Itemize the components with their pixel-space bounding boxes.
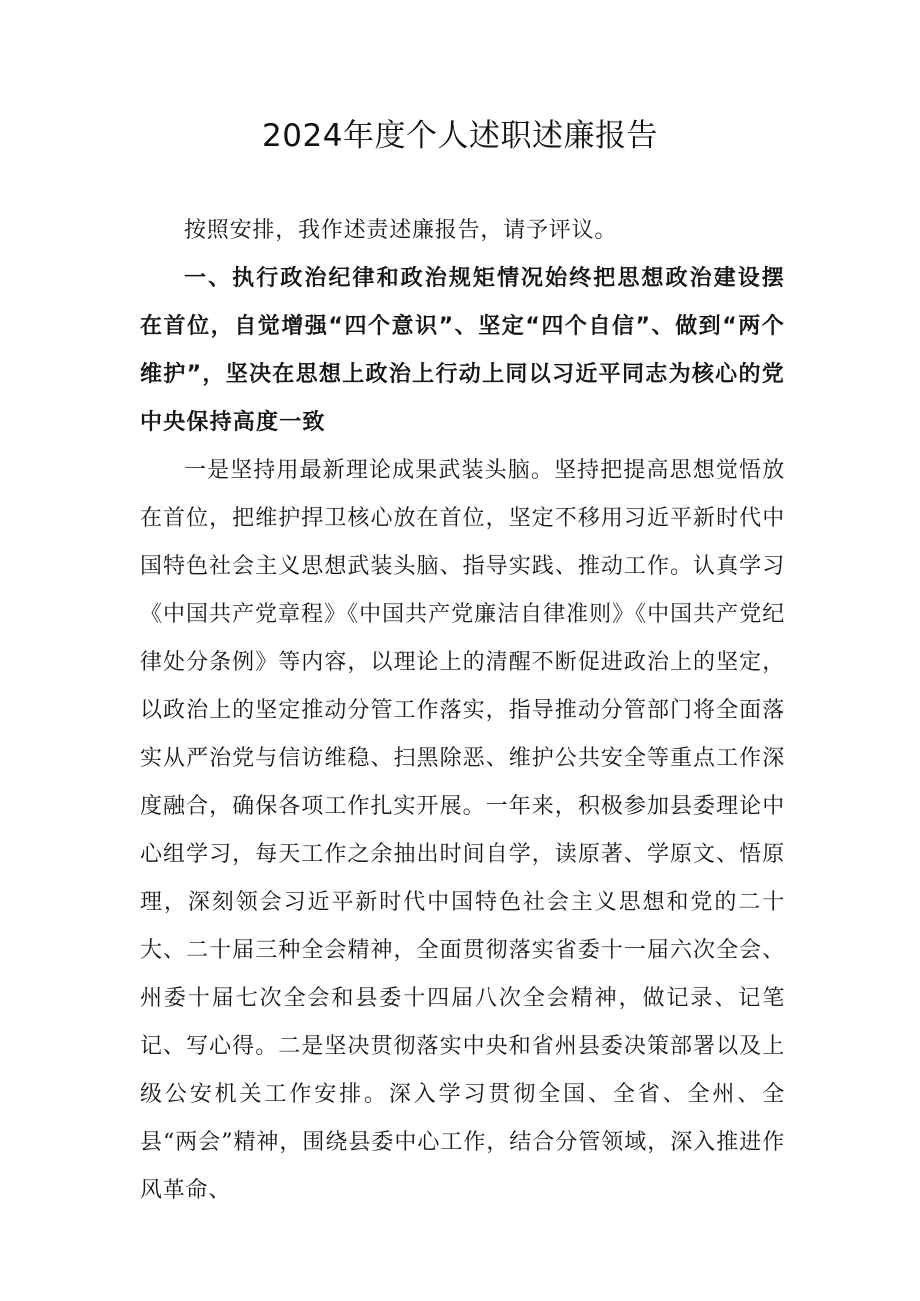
- section-heading: 一、执行政治纪律和政治规矩情况始终把思想政治建设摆在首位，自觉增强“四个意识”、坚定“四个自信”、做到“两个维护”，坚决在思想上政治上行动上同以习近平同志为核心的党中央保持高度一致: [140, 266, 785, 435]
- body-paragraph: 一是坚持用最新理论成果武装头脑。坚持把提高思想觉悟放在首位，把维护捍卫核心放在首位，坚定不移用习近平新时代中国特色社会主义思想武装头脑、指导实践、推动工作。认真学习《中国共产党章程》《中国共产党廉洁自律准则》《中国共产党纪律处分条例》等内容，以理论上的清醒不断促进政治上的坚定，以政治上的坚定推动分管工作落实，指导推动分管部门将全面落实从严治党与信访维稳、扫黑除恶、维护公共安全等重点工作深度融合，确保各项工作扎实开展。一年来，积极参加县委理论中心组学习，每天工作之余抽出时间自学，读原著、学原文、悟原理，深刻领会习近平新时代中国特色社会主义思想和党的二十大、二十届三种全会精神，全面贯彻落实省委十一届六次全会、州委十届七次全会和县委十四届八次全会精神，做记录、记笔记、写心得。二是坚决贯彻落实中央和省州县委决策部署以及上级公安机关工作安排。深入学习贯彻全国、全省、全州、全县“两会”精神，围绕县委中心工作，结合分管领域，深入推进作风革命、: [140, 458, 785, 1203]
- document-title: 2024年度个人述职述廉报告: [262, 118, 658, 154]
- document-body: [140, 207, 785, 1215]
- opening-paragraph: 按照安排，我作述责述廉报告，请予评议。: [184, 218, 618, 243]
